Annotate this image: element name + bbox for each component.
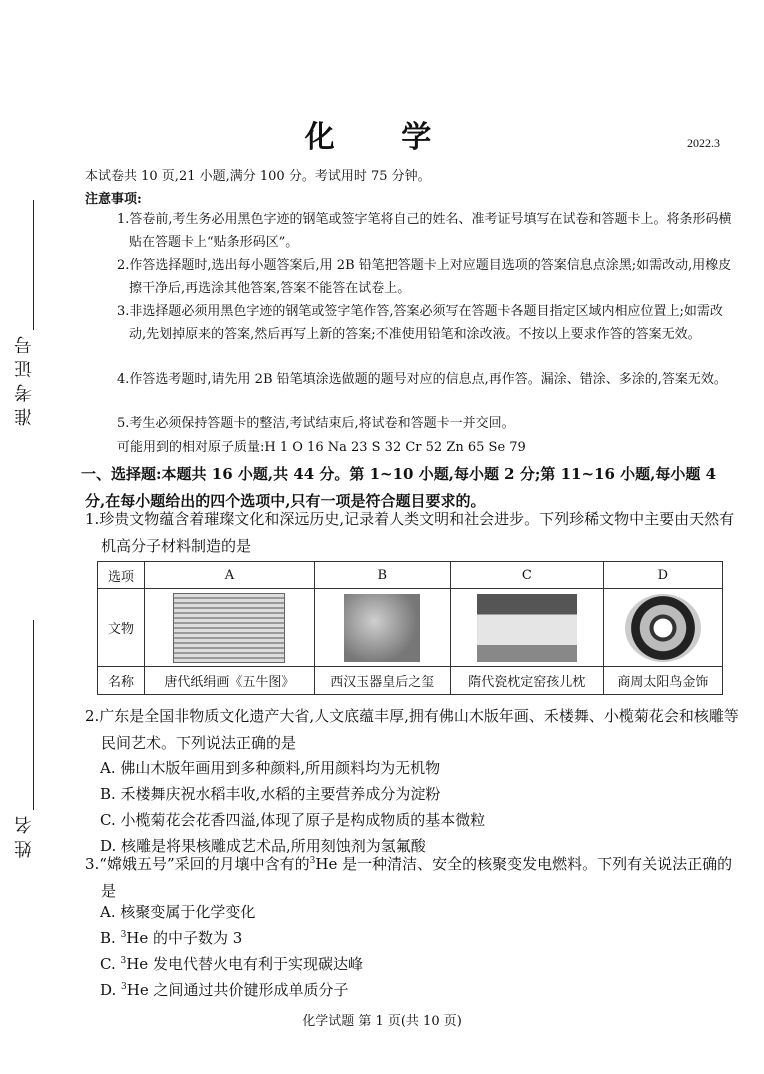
- name-label: 姓名: [14, 810, 35, 858]
- q3-option-d: D. $^3$He 之间通过共价键形成单质分子: [100, 981, 349, 999]
- section-heading: 一、选择题:本题共 16 小题,共 44 分。第 1~10 小题,每小题 2 分;第 11~16 小题,每小题 4 分,在每小题给出的四个选项中,只有一项是符合题目要求的。: [81, 465, 717, 510]
- q2-option-d: D. 核雕是将果核雕成艺术品,所用刻蚀剂为氢氟酸: [100, 837, 426, 855]
- relic-table: [97, 561, 723, 695]
- gold-ornament-image: [625, 594, 701, 662]
- q2-option-c: C. 小榄菊花会花香四溢,体现了原子是构成物质的基本微粒: [100, 811, 486, 829]
- page-title: 化 学: [304, 120, 460, 155]
- option-header: C: [450, 562, 603, 589]
- notice-heading: 注意事项:: [85, 192, 142, 207]
- exam-date: 2022.3: [687, 136, 720, 150]
- atomic-masses: 可能用到的相对原子质量:H 1 O 16 Na 23 S 32 Cr 52 Zn 65 Se 79: [117, 440, 526, 455]
- question-2-stem: 2.广东是全国非物质文化遗产大省,人文底蕴丰厚,拥有佛山木版年画、禾楼舞、小榄菊花会和核雕等民间艺术。下列说法正确的是: [85, 707, 739, 752]
- q2-option-a: A. 佛山木版年画用到多种颜料,所用颜料均为无机物: [100, 759, 441, 777]
- exam-intro: 本试卷共 10 页,21 小题,满分 100 分。考试用时 75 分钟。: [85, 169, 431, 184]
- painting-image: [173, 593, 285, 663]
- jade-seal-image: [344, 594, 420, 662]
- porcelain-pillow-image: [477, 594, 577, 662]
- q3-option-c: C. $^3$He 发电代替火电有利于实现碳达峰: [100, 955, 363, 973]
- q3-stem-after: He 是一种清洁、安全的核聚变发电燃料。下列有关说法正确的是: [101, 855, 733, 900]
- question-1-stem: 1.珍贵文物蕴含着璀璨文化和深远历史,记录着人类文明和社会进步。下列珍稀文物中主要由天然有机高分子材料制造的是: [85, 510, 735, 555]
- row-label: 选项: [98, 562, 145, 589]
- relic-name: 商周太阳鸟金饰: [603, 667, 722, 695]
- exam-id-line: [33, 200, 34, 330]
- notice-item: 4.作答选考题时,请先用 2B 铅笔填涂选做题的题号对应的信息点,再作答。漏涂、错涂、多涂的,答案无效。: [117, 372, 727, 387]
- relic-name: 隋代瓷枕定窑孩儿枕: [450, 667, 603, 695]
- exam-id-label: 准考证号: [14, 330, 35, 426]
- q3-option-b: B. $^3$He 的中子数为 3: [100, 929, 243, 947]
- relic-name: 西汉玉器皇后之玺: [314, 667, 450, 695]
- notice-item: 5.考生必须保持答题卡的整洁,考试结束后,将试卷和答题卡一并交回。: [117, 416, 515, 431]
- name-line: [33, 620, 34, 810]
- notice-item: 3.非选择题必须用黑色字迹的钢笔或签字笔作答,答案必须写在答题卡各题目指定区域内相应位置上;如需改动,先划掉原来的答案,然后再写上新的答案;不准使用铅笔和涂改液。不按以上要求作答的答案无效。: [117, 304, 723, 342]
- relic-name: 唐代纸绢画《五牛图》: [145, 667, 315, 695]
- question-3-stem: [85, 848, 746, 905]
- page-footer: 化学试题 第 1 页(共 10 页): [302, 1014, 462, 1029]
- row-label: 文物: [98, 589, 145, 667]
- notice-item: 2.作答选择题时,选出每小题答案后,用 2B 铅笔把答题卡上对应题目选项的答案信息点涂黑;如需改动,用橡皮擦干净后,再选涂其他答案,答案不能答在试卷上。: [117, 258, 732, 296]
- q3-stem-before: 3.“嫦娥五号”采回的月壤中含有的: [85, 855, 310, 873]
- q3-mass-number: 3: [309, 856, 316, 866]
- option-header: D: [603, 562, 722, 589]
- notice-item: 1.答卷前,考生务必用黑色字迹的钢笔或签字笔将自己的姓名、准考证号填写在试卷和答题卡上。将条形码横贴在答题卡上“贴条形码区”。: [117, 212, 732, 250]
- q2-option-b: B. 禾楼舞庆祝水稻丰收,水稻的主要营养成分为淀粉: [100, 785, 441, 803]
- q3-option-a: A. 核聚变属于化学变化: [100, 903, 256, 921]
- option-header: B: [314, 562, 450, 589]
- row-label: 名称: [98, 667, 145, 695]
- option-header: A: [145, 562, 315, 589]
